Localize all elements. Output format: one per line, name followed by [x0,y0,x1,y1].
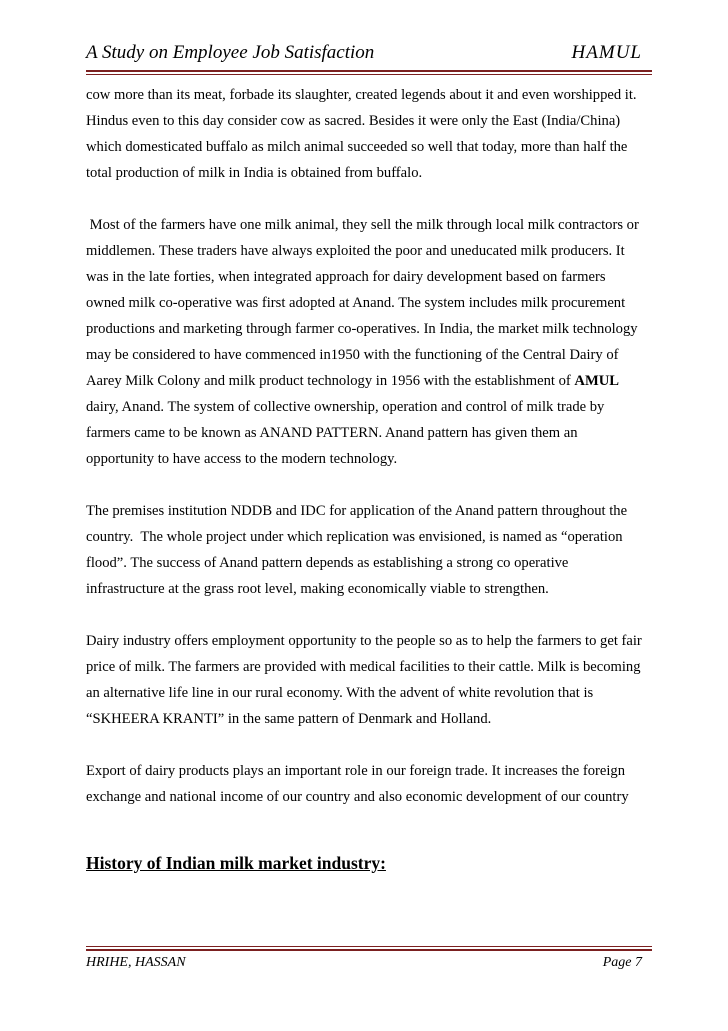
paragraph-5 [86,758,652,810]
text-line: Most of the farmers have one milk animal, they sell the milk through local milk contractors or [86,217,639,233]
text-line: owned milk co-operative was first adopted at Anand. The system includes milk procurement [86,295,626,311]
text-line: The premises institution NDDB and IDC for application of the Anand pattern throughout the [86,503,628,519]
paragraph-2 [86,212,652,472]
header-title: A Study on Employee Job Satisfaction [86,42,375,63]
text-line: dairy, Anand. The system of collective ownership, operation and control of milk trade by [86,399,605,415]
footer-rule-thin [86,946,652,947]
text-line: productions and marketing through farmer co-operatives. In India, the market milk technology [86,321,638,337]
text-line: country. The whole project under which replication was envisioned, is named as “operation [86,529,623,545]
page-header [86,38,642,72]
text-line: cow more than its meat, forbade its slaughter, created legends about it and even worshipped it. [86,87,637,103]
text-line: opportunity to have access to the modern technology. [86,451,398,467]
text-line: flood”. The success of Anand pattern depends as establishing a strong co operative [86,555,569,571]
text-line: an alternative life line in our rural economy. With the advent of white revolution that is [86,685,594,701]
text-run: Aarey Milk Colony and milk product technology in 1956 with the establishment of [86,373,575,389]
text-line: was in the late forties, when integrated approach for dairy development based on farmers [86,269,606,285]
text-line: price of milk. The farmers are provided with medical facilities to their cattle. Milk is becoming [86,659,641,675]
text-line: Hindus even to this day consider cow as sacred. Besides it were only the East (India/China) [86,113,621,129]
paragraph-1 [86,82,652,186]
text-line-with-bold [86,368,652,394]
text-line: infrastructure at the grass root level, making economically viable to strengthen. [86,581,549,597]
paragraph-gap [86,732,652,758]
paragraph-gap [86,186,652,212]
text-line: which domesticated buffalo as milch animal succeeded so well that today, more than half the [86,139,628,155]
text-line: exchange and national income of our country and also economic development of our country [86,789,629,805]
paragraph-4 [86,628,652,732]
bold-term-amul: AMUL [574,373,620,389]
text-line: Dairy industry offers employment opportunity to the people so as to help the farmers to get fair [86,633,642,649]
footer-rule-thick [86,949,652,951]
text-line: “SKHEERA KRANTI” in the same pattern of Denmark and Holland. [86,711,492,727]
paragraph-gap [86,602,652,628]
page-number: Page 7 [602,955,642,970]
footer-author: HRIHE, HASSAN [86,955,186,970]
text-line: middlemen. These traders have always exploited the poor and uneducated milk producers. It [86,243,625,259]
text-line: may be considered to have commenced in1950 with the functioning of the Central Dairy of [86,347,619,363]
header-rule-thin [86,74,652,75]
text-line: total production of milk in India is obtained from buffalo. [86,165,423,181]
header-right-label: HAMUL [571,42,642,63]
text-line: Export of dairy products plays an important role in our foreign trade. It increases the foreign [86,763,625,779]
page-footer [86,955,642,979]
header-rule-thick [86,70,652,72]
page-body [86,82,652,876]
paragraph-gap [86,472,652,498]
text-line: farmers came to be known as ANAND PATTERN. Anand pattern has given them an [86,425,578,441]
paragraph-3 [86,498,652,602]
section-heading: History of Indian milk market industry: [86,853,386,873]
